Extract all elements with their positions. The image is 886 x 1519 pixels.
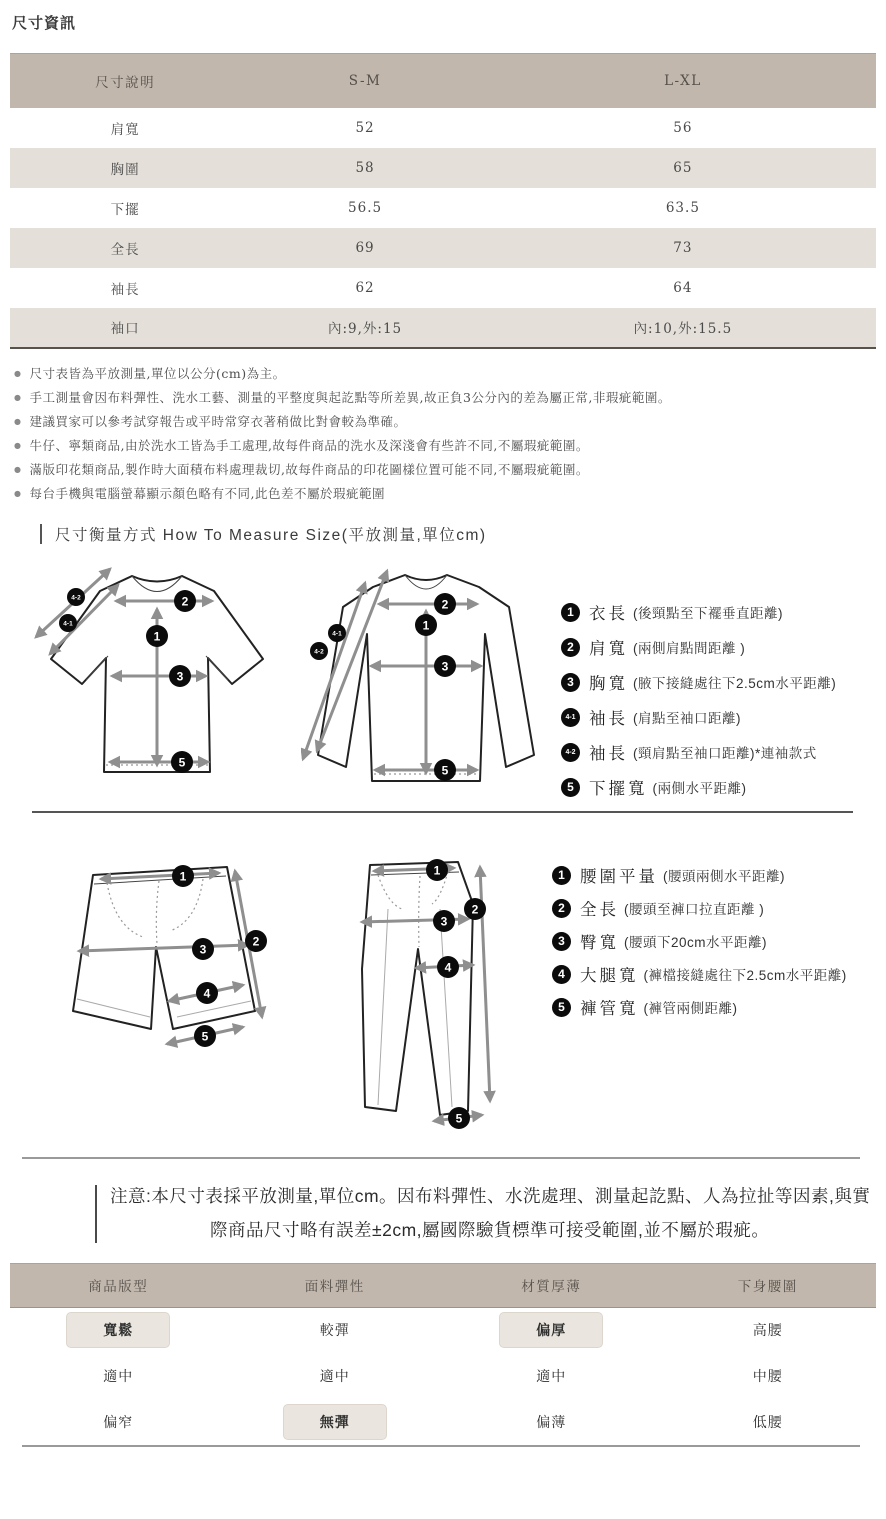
- badge-2: [174, 590, 196, 612]
- legend-badge: 4-1: [561, 708, 580, 727]
- bullet-icon: ●: [14, 440, 22, 450]
- legend-badge: 3: [561, 673, 580, 692]
- value-lxl: 63.5: [665, 199, 700, 216]
- attr-header-waist: 下身腰圍: [660, 1263, 877, 1307]
- legend-badge: 2: [552, 899, 571, 918]
- pants-diagram: [340, 849, 530, 1149]
- attr-cell: [660, 1307, 877, 1353]
- svg-text:1: 1: [422, 618, 430, 632]
- option-chip-selected: 寬鬆: [66, 1312, 170, 1348]
- attr-cell: [660, 1399, 877, 1445]
- badge-4-2: [67, 588, 85, 606]
- badge-4-1: [328, 624, 346, 642]
- section-divider: [32, 811, 853, 813]
- legend-term: 全長: [580, 901, 619, 919]
- option-label: 適中: [319, 1369, 350, 1385]
- bullet-icon: ●: [14, 488, 22, 498]
- legend-desc: (肩點至袖口距離): [633, 711, 741, 726]
- legend-desc: (腰頭下20cm水平距離): [624, 935, 768, 950]
- svg-text:2: 2: [471, 902, 479, 916]
- svg-text:1: 1: [153, 629, 161, 643]
- option-chip-selected: 無彈: [283, 1404, 387, 1440]
- attr-cell: [443, 1307, 660, 1353]
- value-lxl: 內:10,外:15.5: [633, 321, 733, 337]
- legend-item: [561, 700, 836, 735]
- svg-text:3: 3: [440, 914, 448, 928]
- section-bar: [40, 524, 42, 544]
- badge-1: [426, 859, 448, 881]
- option-label: 低腰: [752, 1415, 783, 1431]
- legend-desc: (腋下接縫處往下2.5cm水平距離): [633, 676, 837, 691]
- legend-item: [552, 991, 847, 1024]
- table-row: [10, 188, 876, 228]
- svg-text:4-2: 4-2: [71, 594, 81, 601]
- attr-cell: [10, 1353, 227, 1399]
- size-table-header-label: 尺寸說明: [10, 54, 240, 108]
- legend-item: [552, 859, 847, 892]
- badge-5: [171, 751, 193, 773]
- value-sm: 69: [355, 239, 375, 256]
- bullet-icon: ●: [14, 464, 22, 474]
- note-item: ● 每台手機與電腦螢幕顯示顏色略有不同,此色差不屬於瑕疵範圍: [14, 485, 385, 501]
- option-label: 中腰: [752, 1369, 783, 1385]
- legend-term: 下擺寬: [589, 780, 648, 798]
- row-label: 袖長: [110, 281, 140, 298]
- attribute-table: [10, 1263, 876, 1446]
- table-row: [10, 108, 876, 148]
- svg-text:2: 2: [181, 594, 189, 608]
- badge-4: [437, 956, 459, 978]
- svg-text:5: 5: [178, 755, 186, 769]
- option-label: 高腰: [752, 1323, 783, 1340]
- note-item: ● 手工測量會因布料彈性、洗水工藝、測量的平整度與起訖點等所差異,故正負3公分內的差為屬正常,非瑕疵範圍。: [14, 389, 671, 405]
- measurement-notes: [14, 362, 876, 506]
- legend-term: 袖長: [589, 710, 628, 728]
- option-label: 適中: [536, 1369, 567, 1385]
- note-item: ● 尺寸表皆為平放測量,單位以公分(cm)為主。: [14, 365, 286, 381]
- svg-text:4: 4: [203, 986, 211, 1000]
- badge-1: [146, 625, 168, 647]
- svg-text:1: 1: [179, 869, 187, 883]
- badge-1: [172, 865, 194, 887]
- legend-desc: (腰頭兩側水平距離): [663, 869, 785, 884]
- legend-desc: (兩側水平距離): [652, 781, 747, 796]
- legend-item: [552, 958, 847, 991]
- row-label: 肩寬: [110, 121, 140, 138]
- svg-text:5: 5: [441, 763, 449, 777]
- attr-header-fit: 商品版型: [10, 1263, 227, 1307]
- attr-cell: [10, 1307, 227, 1353]
- svg-text:5: 5: [201, 1029, 209, 1043]
- legend-term: 褲管寬: [580, 1000, 639, 1018]
- value-sm: 內:9,外:15: [327, 321, 403, 337]
- badge-3: [169, 665, 191, 687]
- measure-section-title: 尺寸衡量方式 How To Measure Size(平放測量,單位cm): [55, 526, 487, 544]
- legend-item: [561, 735, 836, 770]
- attr-cell: [227, 1399, 444, 1445]
- bullet-icon: ●: [14, 392, 22, 402]
- badge-3: [434, 655, 456, 677]
- note-item: ● 牛仔、寧類商品,由於洗水工皆為手工處理,故每件商品的洗水及深淺會有些許不同,不屬瑕疵範圍。: [14, 437, 589, 453]
- svg-text:3: 3: [199, 942, 207, 956]
- attr-cell: [443, 1353, 660, 1399]
- row-label: 全長: [110, 241, 140, 258]
- tops-diagram-section: [10, 559, 876, 805]
- legend-desc: (腰頭至褲口拉直距離 ): [624, 902, 765, 917]
- legend-item: [561, 770, 836, 805]
- notice-block: [95, 1179, 876, 1247]
- bullet-icon: ●: [14, 368, 22, 378]
- badge-3: [433, 910, 455, 932]
- svg-text:4-2: 4-2: [314, 648, 324, 655]
- table-row: [10, 148, 876, 188]
- bottom-divider: [22, 1445, 860, 1447]
- legend-item: [552, 925, 847, 958]
- row-label: 袖口: [110, 321, 140, 337]
- attr-cell: [443, 1399, 660, 1445]
- short-sleeve-shirt-diagram: [20, 559, 297, 799]
- value-lxl: 73: [673, 239, 693, 256]
- svg-text:3: 3: [441, 659, 449, 673]
- svg-text:2: 2: [441, 597, 449, 611]
- badge-1: [415, 614, 437, 636]
- badge-4-2: [310, 642, 328, 660]
- tops-legend: [561, 595, 836, 805]
- legend-term: 袖長: [589, 745, 628, 763]
- option-label: 偏薄: [536, 1415, 567, 1431]
- badge-4-1: [59, 614, 77, 632]
- option-chip-selected: 偏厚: [499, 1312, 603, 1348]
- legend-term: 腰圍平量: [580, 868, 658, 886]
- legend-badge: 1: [552, 866, 571, 885]
- badge-2: [245, 930, 267, 952]
- badge-3: [192, 938, 214, 960]
- svg-text:4-1: 4-1: [63, 620, 73, 627]
- legend-badge: 5: [552, 998, 571, 1017]
- legend-badge: 5: [561, 778, 580, 797]
- value-sm: 52: [355, 119, 375, 136]
- legend-term: 衣長: [589, 605, 628, 623]
- bottoms-diagram-section: [10, 849, 876, 1149]
- size-table-header-row: [10, 54, 876, 108]
- badge-5: [448, 1107, 470, 1129]
- legend-desc: (兩側肩點間距離 ): [633, 641, 746, 656]
- value-sm: 58: [355, 159, 375, 176]
- legend-badge: 4: [552, 965, 571, 984]
- measure-section-header: [40, 523, 876, 545]
- row-label: 下擺: [110, 201, 140, 218]
- value-sm: 62: [355, 279, 375, 296]
- option-label: 偏窄: [103, 1415, 134, 1431]
- attr-cell: [10, 1399, 227, 1445]
- badge-2: [464, 898, 486, 920]
- notice-text: 注意:本尺寸表採平放測量,單位cm。因布料彈性、水洗處理、測量起訖點、人為拉扯等因素,與實際商品尺寸略有誤差±2cm,屬國際驗貨標準可接受範圍,並不屬於瑕疵。: [110, 1185, 871, 1240]
- size-table-header-lxl: L-XL: [490, 54, 876, 108]
- badge-5: [194, 1025, 216, 1047]
- legend-badge: 4-2: [561, 743, 580, 762]
- attr-header-thickness: 材質厚薄: [443, 1263, 660, 1307]
- page-title: 尺寸資訊: [12, 15, 77, 32]
- row-label: 胸圍: [110, 161, 140, 178]
- value-lxl: 64: [673, 279, 693, 296]
- size-table-header-sm: S-M: [240, 54, 489, 108]
- legend-term: 肩寬: [589, 640, 628, 658]
- attribute-row: [10, 1353, 876, 1399]
- svg-text:5: 5: [455, 1111, 463, 1125]
- svg-text:4: 4: [444, 960, 452, 974]
- svg-text:3: 3: [176, 669, 184, 683]
- option-label: 適中: [103, 1369, 134, 1385]
- legend-desc: (頸肩點至袖口距離)*連袖款式: [633, 746, 817, 761]
- value-lxl: 56: [673, 119, 693, 136]
- legend-desc: (褲檔接縫處往下2.5cm水平距離): [643, 968, 847, 983]
- attr-cell: [227, 1353, 444, 1399]
- size-table: [10, 53, 876, 349]
- table-row: [10, 308, 876, 348]
- value-lxl: 65: [673, 159, 693, 176]
- legend-item: [561, 665, 836, 700]
- legend-term: 大腿寬: [580, 967, 639, 985]
- attr-header-elasticity: 面料彈性: [227, 1263, 444, 1307]
- attr-cell: [227, 1307, 444, 1353]
- shorts-diagram: [55, 849, 280, 1054]
- legend-desc: (褲管兩側距離): [643, 1001, 738, 1016]
- note-item: ● 滿版印花類商品,製作時大面積布料處理裁切,故每件商品的印花圖樣位置可能不同,不屬瑕疵範圍。: [14, 461, 589, 477]
- legend-item: [552, 892, 847, 925]
- svg-text:1: 1: [433, 863, 441, 877]
- legend-badge: 3: [552, 932, 571, 951]
- section-divider: [22, 1157, 860, 1159]
- long-sleeve-shirt-diagram: [301, 559, 551, 804]
- bullet-icon: ●: [14, 416, 22, 426]
- badge-2: [434, 593, 456, 615]
- option-label: 較彈: [319, 1323, 350, 1340]
- attribute-header-row: [10, 1263, 876, 1307]
- badge-5: [434, 759, 456, 781]
- legend-term: 胸寬: [589, 675, 628, 693]
- legend-term: 臀寬: [580, 934, 619, 952]
- table-row: [10, 268, 876, 308]
- value-sm: 56.5: [348, 199, 383, 216]
- bottoms-legend: [552, 859, 847, 1024]
- badge-4: [196, 982, 218, 1004]
- attribute-row: [10, 1307, 876, 1353]
- legend-badge: 1: [561, 603, 580, 622]
- note-item: ● 建議買家可以參考試穿報告或平時常穿衣著稍做比對會較為準確。: [14, 413, 407, 429]
- legend-badge: 2: [561, 638, 580, 657]
- attribute-row: [10, 1399, 876, 1445]
- legend-item: [561, 630, 836, 665]
- svg-text:2: 2: [252, 934, 260, 948]
- section-bar: [95, 1185, 97, 1243]
- attr-cell: [660, 1353, 877, 1399]
- svg-text:4-1: 4-1: [332, 630, 342, 637]
- legend-item: [561, 595, 836, 630]
- table-row: [10, 228, 876, 268]
- legend-desc: (後頸點至下襬垂直距離): [633, 606, 783, 621]
